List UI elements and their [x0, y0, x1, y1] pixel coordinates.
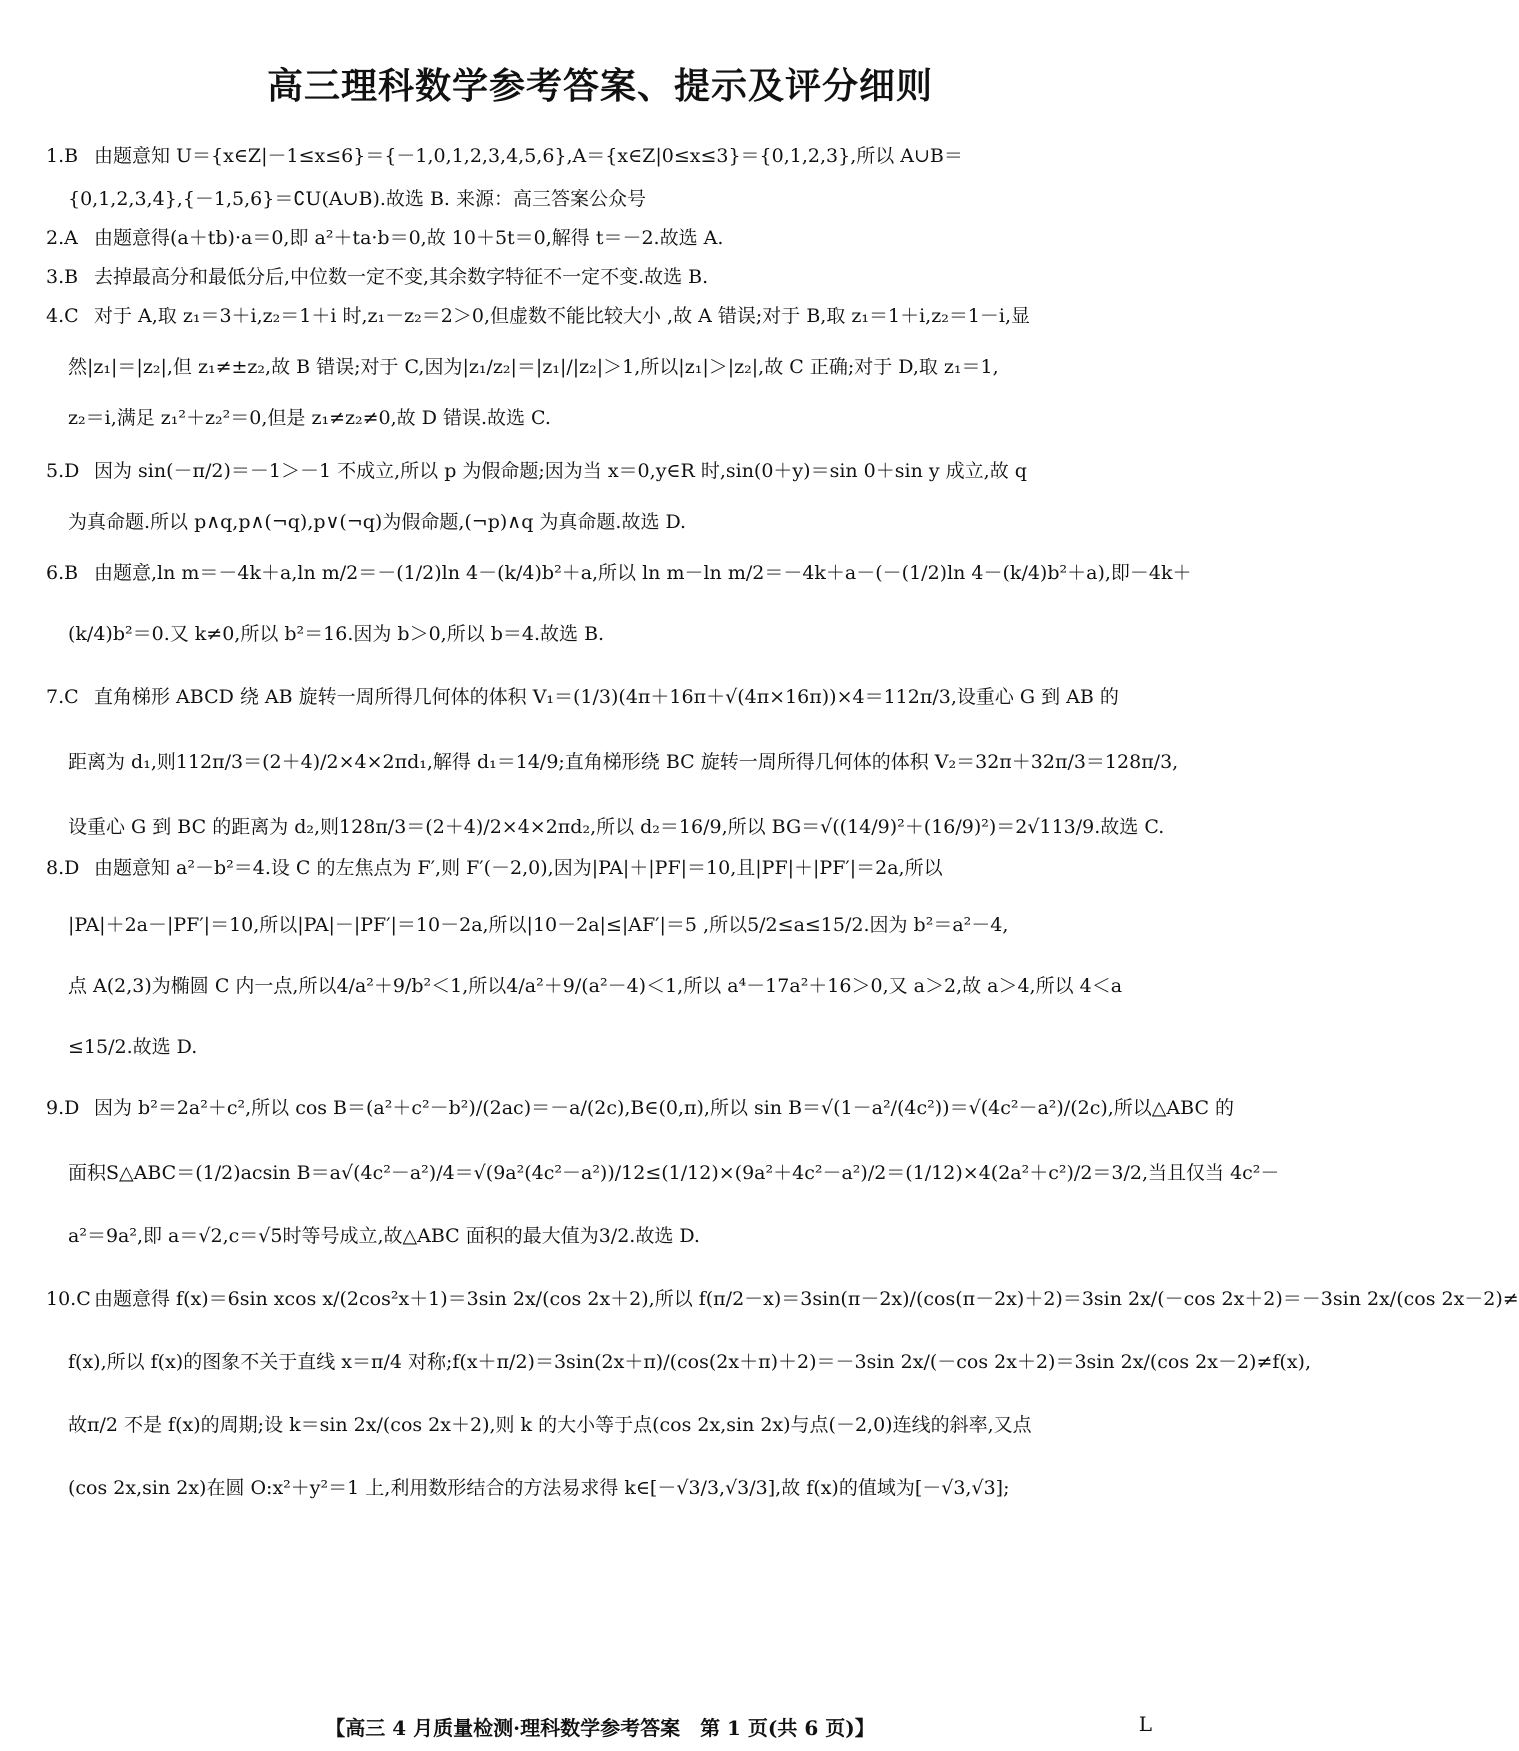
answer-text-line: 面积S△ABC＝(1/2)acsin B＝a√(4c²－a²)/4＝√(9a²(4c²－a²))/12≤(1/12)×(9a²＋4c²－a²)/2＝(1/12)×4(2a²＋c²)/2＝3/2,当且仅当 4c²－: [68, 1162, 1280, 1184]
answer-number: 7.C: [46, 686, 79, 708]
answer-text-line: 由题意知 a²－b²＝4.设 C 的左焦点为 F′,则 F′(－2,0),因为|PA|＋|PF|＝10,且|PF|＋|PF′|＝2a,所以: [94, 857, 943, 879]
answer-item-5: [46, 460, 1154, 534]
answer-item-1: [46, 145, 1154, 211]
answer-text-line: 设重心 G 到 BC 的距离为 d₂,则128π/3＝(2＋4)/2×4×2πd₂,所以 d₂＝16/9,所以 BG＝√((14/9)²＋(16/9)²)＝2√113/9.故选 C.: [68, 816, 1165, 838]
answer-text-line: |PA|＋2a－|PF′|＝10,所以|PA|－|PF′|＝10－2a,所以|10－2a|≤|AF′|＝5 ,所以5/2≤a≤15/2.因为 b²＝a²－4,: [68, 914, 1009, 936]
answer-number: 6.B: [46, 562, 79, 584]
answer-text-line: ≤15/2.故选 D.: [68, 1036, 198, 1058]
answer-item-10: [46, 1288, 1519, 1500]
answer-item-8: [46, 857, 1154, 1059]
page-title: 高三理科数学参考答案、提示及评分细则: [266, 66, 933, 107]
answer-text-line: 故π/2 不是 f(x)的周期;设 k＝sin 2x/(cos 2x＋2),则 k 的大小等于点(cos 2x,sin 2x)与点(－2,0)连线的斜率,又点: [68, 1414, 1032, 1436]
answer-text-line: 距离为 d₁,则112π/3＝(2＋4)/2×4×2πd₁,解得 d₁＝14/9;直角梯形绕 BC 旋转一周所得几何体的体积 V₂＝32π＋32π/3＝128π/3,: [68, 751, 1179, 773]
answer-text-line: f(x),所以 f(x)的图象不关于直线 x＝π/4 对称;f(x＋π/2)＝3sin(2x＋π)/(cos(2x＋π)＋2)＝－3sin 2x/(－cos 2x＋2)＝3sin 2x/(cos 2x－2)≠f(x),: [68, 1351, 1311, 1373]
answer-item-6: [46, 562, 1192, 646]
answer-text-line: 由题意得(a＋tb)·a＝0,即 a²＋ta·b＝0,故 10＋5t＝0,解得 t＝－2.故选 A.: [94, 227, 724, 249]
answer-text-line: {0,1,2,3,4},{－1,5,6}＝∁U(A∪B).故选 B. 来源：高三答案公众号: [68, 188, 646, 210]
corner-mark: L: [1138, 1712, 1152, 1736]
answer-item-7: [46, 686, 1179, 839]
answer-text-line: a²＝9a²,即 a＝√2,c＝√5时等号成立,故△ABC 面积的最大值为3/2.故选 D.: [68, 1225, 700, 1247]
answer-number: 1.B: [46, 145, 79, 167]
answer-text-line: 因为 b²＝2a²＋c²,所以 cos B＝(a²＋c²－b²)/(2ac)＝－a/(2c),B∈(0,π),所以 sin B＝√(1－a²/(4c²))＝√(4c²－a²)/(2c),所以△ABC 的: [94, 1097, 1235, 1119]
answer-text-line: 因为 sin(－π/2)＝－1＞－1 不成立,所以 p 为假命题;因为当 x＝0,y∈R 时,sin(0＋y)＝sin 0＋sin y 成立,故 q: [94, 460, 1027, 482]
answer-item-3: [46, 266, 1154, 289]
answer-text-line: 由题意知 U＝{x∈Z|－1≤x≤6}＝{－1,0,1,2,3,4,5,6},A＝{x∈Z|0≤x≤3}＝{0,1,2,3},所以 A∪B＝: [94, 145, 963, 167]
answer-number: 9.D: [46, 1097, 80, 1119]
answer-text-line: 由题意,ln m＝－4k＋a,ln m/2＝－(1/2)ln 4－(k/4)b²＋a,所以 ln m－ln m/2＝－4k＋a－(－(1/2)ln 4－(k/4)b²＋a),即－4k＋: [94, 562, 1192, 584]
answer-item-4: [46, 305, 1154, 430]
answer-text-line: (k/4)b²＝0.又 k≠0,所以 b²＝16.因为 b＞0,所以 b＝4.故选 B.: [68, 623, 605, 645]
answer-number: 2.A: [46, 227, 78, 249]
answer-item-2: [46, 227, 1154, 250]
answer-text-line: 由题意得 f(x)＝6sin xcos x/(2cos²x＋1)＝3sin 2x/(cos 2x＋2),所以 f(π/2－x)＝3sin(π－2x)/(cos(π－2x)＋2)＝3sin 2x/(－cos 2x＋2)＝－3sin 2x/(cos 2x－2)≠: [94, 1288, 1519, 1310]
answer-text-line: 直角梯形 ABCD 绕 AB 旋转一周所得几何体的体积 V₁＝(1/3)(4π＋16π＋√(4π×16π))×4＝112π/3,设重心 G 到 AB 的: [94, 686, 1119, 708]
answer-text-line: 点 A(2,3)为椭圆 C 内一点,所以4/a²＋9/b²＜1,所以4/a²＋9/(a²－4)＜1,所以 a⁴－17a²＋16＞0,又 a＞2,故 a＞4,所以 4＜a: [68, 975, 1123, 997]
answer-list: [46, 145, 1519, 1500]
answer-number: 3.B: [46, 266, 79, 288]
answer-number: 5.D: [46, 460, 80, 482]
page-footer: 【高三 4 月质量检测·理科数学参考答案 第 1 页(共 6 页)】: [325, 1716, 875, 1740]
answer-number: 10.C: [46, 1288, 91, 1310]
answer-number: 8.D: [46, 857, 80, 879]
answer-text-line: 然|z₁|＝|z₂|,但 z₁≠±z₂,故 B 错误;对于 C,因为|z₁/z₂|＝|z₁|/|z₂|＞1,所以|z₁|＞|z₂|,故 C 正确;对于 D,取 z₁＝1,: [68, 356, 999, 378]
answer-item-9: [46, 1097, 1280, 1248]
answer-text-line: 为真命题.所以 p∧q,p∧(¬q),p∨(¬q)为假命题,(¬p)∧q 为真命题.故选 D.: [68, 511, 687, 533]
answer-text-line: 对于 A,取 z₁＝3＋i,z₂＝1＋i 时,z₁－z₂＝2＞0,但虚数不能比较大小 ,故 A 错误;对于 B,取 z₁＝1＋i,z₂＝1－i,显: [94, 305, 1031, 327]
answer-text-line: (cos 2x,sin 2x)在圆 O:x²＋y²＝1 上,利用数形结合的方法易求得 k∈[－√3/3,√3/3],故 f(x)的值域为[－√3,√3];: [68, 1477, 1010, 1499]
answer-number: 4.C: [46, 305, 79, 327]
answer-text-line: 去掉最高分和最低分后,中位数一定不变,其余数字特征不一定不变.故选 B.: [94, 266, 709, 288]
answer-text-line: z₂＝i,满足 z₁²＋z₂²＝0,但是 z₁≠z₂≠0,故 D 错误.故选 C.: [68, 407, 551, 429]
